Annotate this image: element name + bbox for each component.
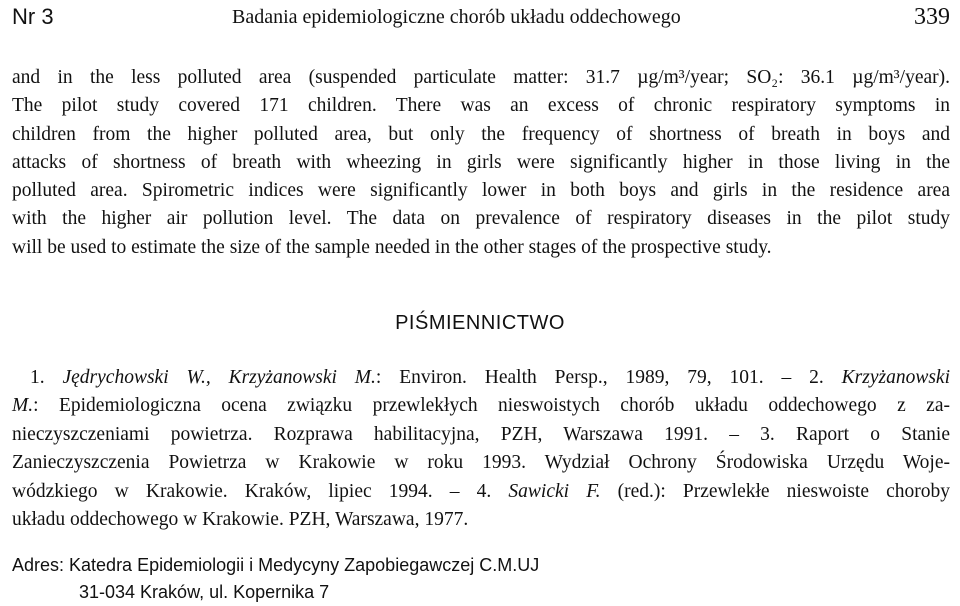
abstract-line: and in the less polluted area (suspended particulate matter: 31.7 µg/m³/year; SO₂: 36.1 µg/m³/year). xyxy=(12,67,950,88)
abstract-line: with the higher air pollution level. The data on prevalence of respiratory diseases in the pilot study xyxy=(12,208,950,230)
reference-line: Zanieczyszczenia Powietrza w Krakowie w roku 1993. Wydział Ochrony Środowiska Urzędu Woje- xyxy=(12,452,950,474)
reference-title: (red.): Przewlekłe nieswoiste choroby xyxy=(617,480,951,502)
journal-issue-number: Nr 3 xyxy=(12,4,54,29)
address-line: Adres: Katedra Epidemiologii i Medycyny Zapobiegawczej C.M.UJ xyxy=(12,555,540,575)
references-list xyxy=(12,364,950,534)
abstract-line: attacks of shortness of breath with wheezing in girls were significantly higher in those living in the xyxy=(12,151,950,173)
address-line: 31-034 Kraków, ul. Kopernika 7 xyxy=(79,582,330,602)
reference-line xyxy=(12,478,950,506)
reference-line xyxy=(12,392,950,420)
reference-authors: Krzyżanowski xyxy=(841,367,951,388)
reference-authors: Sawicki F. xyxy=(508,480,601,502)
reference-title: : Epidemiologiczna ocena związku przewlekłych nieswoistych chorób układu oddechowego z za- xyxy=(33,395,950,417)
abstract-line: children from the higher polluted area, but only the frequency of shortness of breath in boys and xyxy=(12,123,950,145)
page-number: 339 xyxy=(914,4,950,30)
reference-authors: M. xyxy=(12,395,34,417)
page-header xyxy=(12,4,950,36)
abstract-line: will be used to estimate the size of the sample needed in the other stages of the prospective study. xyxy=(12,236,772,258)
reference-number: 1. xyxy=(30,367,45,388)
running-title: Badania epidemiologiczne chorób układu oddechowego xyxy=(232,6,681,28)
reference-source: wódzkiego w Krakowie. Kraków, lipiec 1994. – 4. xyxy=(12,480,492,502)
author-address xyxy=(12,552,539,606)
reference-line: układu oddechowego w Krakowie. PZH, Warszawa, 1977. xyxy=(12,509,469,531)
reference-authors: Jędrychowski W., Krzyżanowski M. xyxy=(62,367,376,388)
references-heading: PIŚMIENNICTWO xyxy=(395,312,565,334)
abstract-line: The pilot study covered 171 children. There was an excess of chronic respiratory symptoms in xyxy=(12,95,950,117)
reference-source: : Environ. Health Persp., 1989, 79, 101. – 2. xyxy=(375,367,824,388)
reference-line: nieczyszczeniami powietrza. Rozprawa habilitacyjna, PZH, Warszawa 1991. – 3. Raport o Stanie xyxy=(12,423,950,445)
abstract-text xyxy=(12,64,950,262)
abstract-line: polluted area. Spirometric indices were significantly lower in both boys and girls in the residence area xyxy=(12,180,950,202)
reference-line xyxy=(12,364,950,392)
